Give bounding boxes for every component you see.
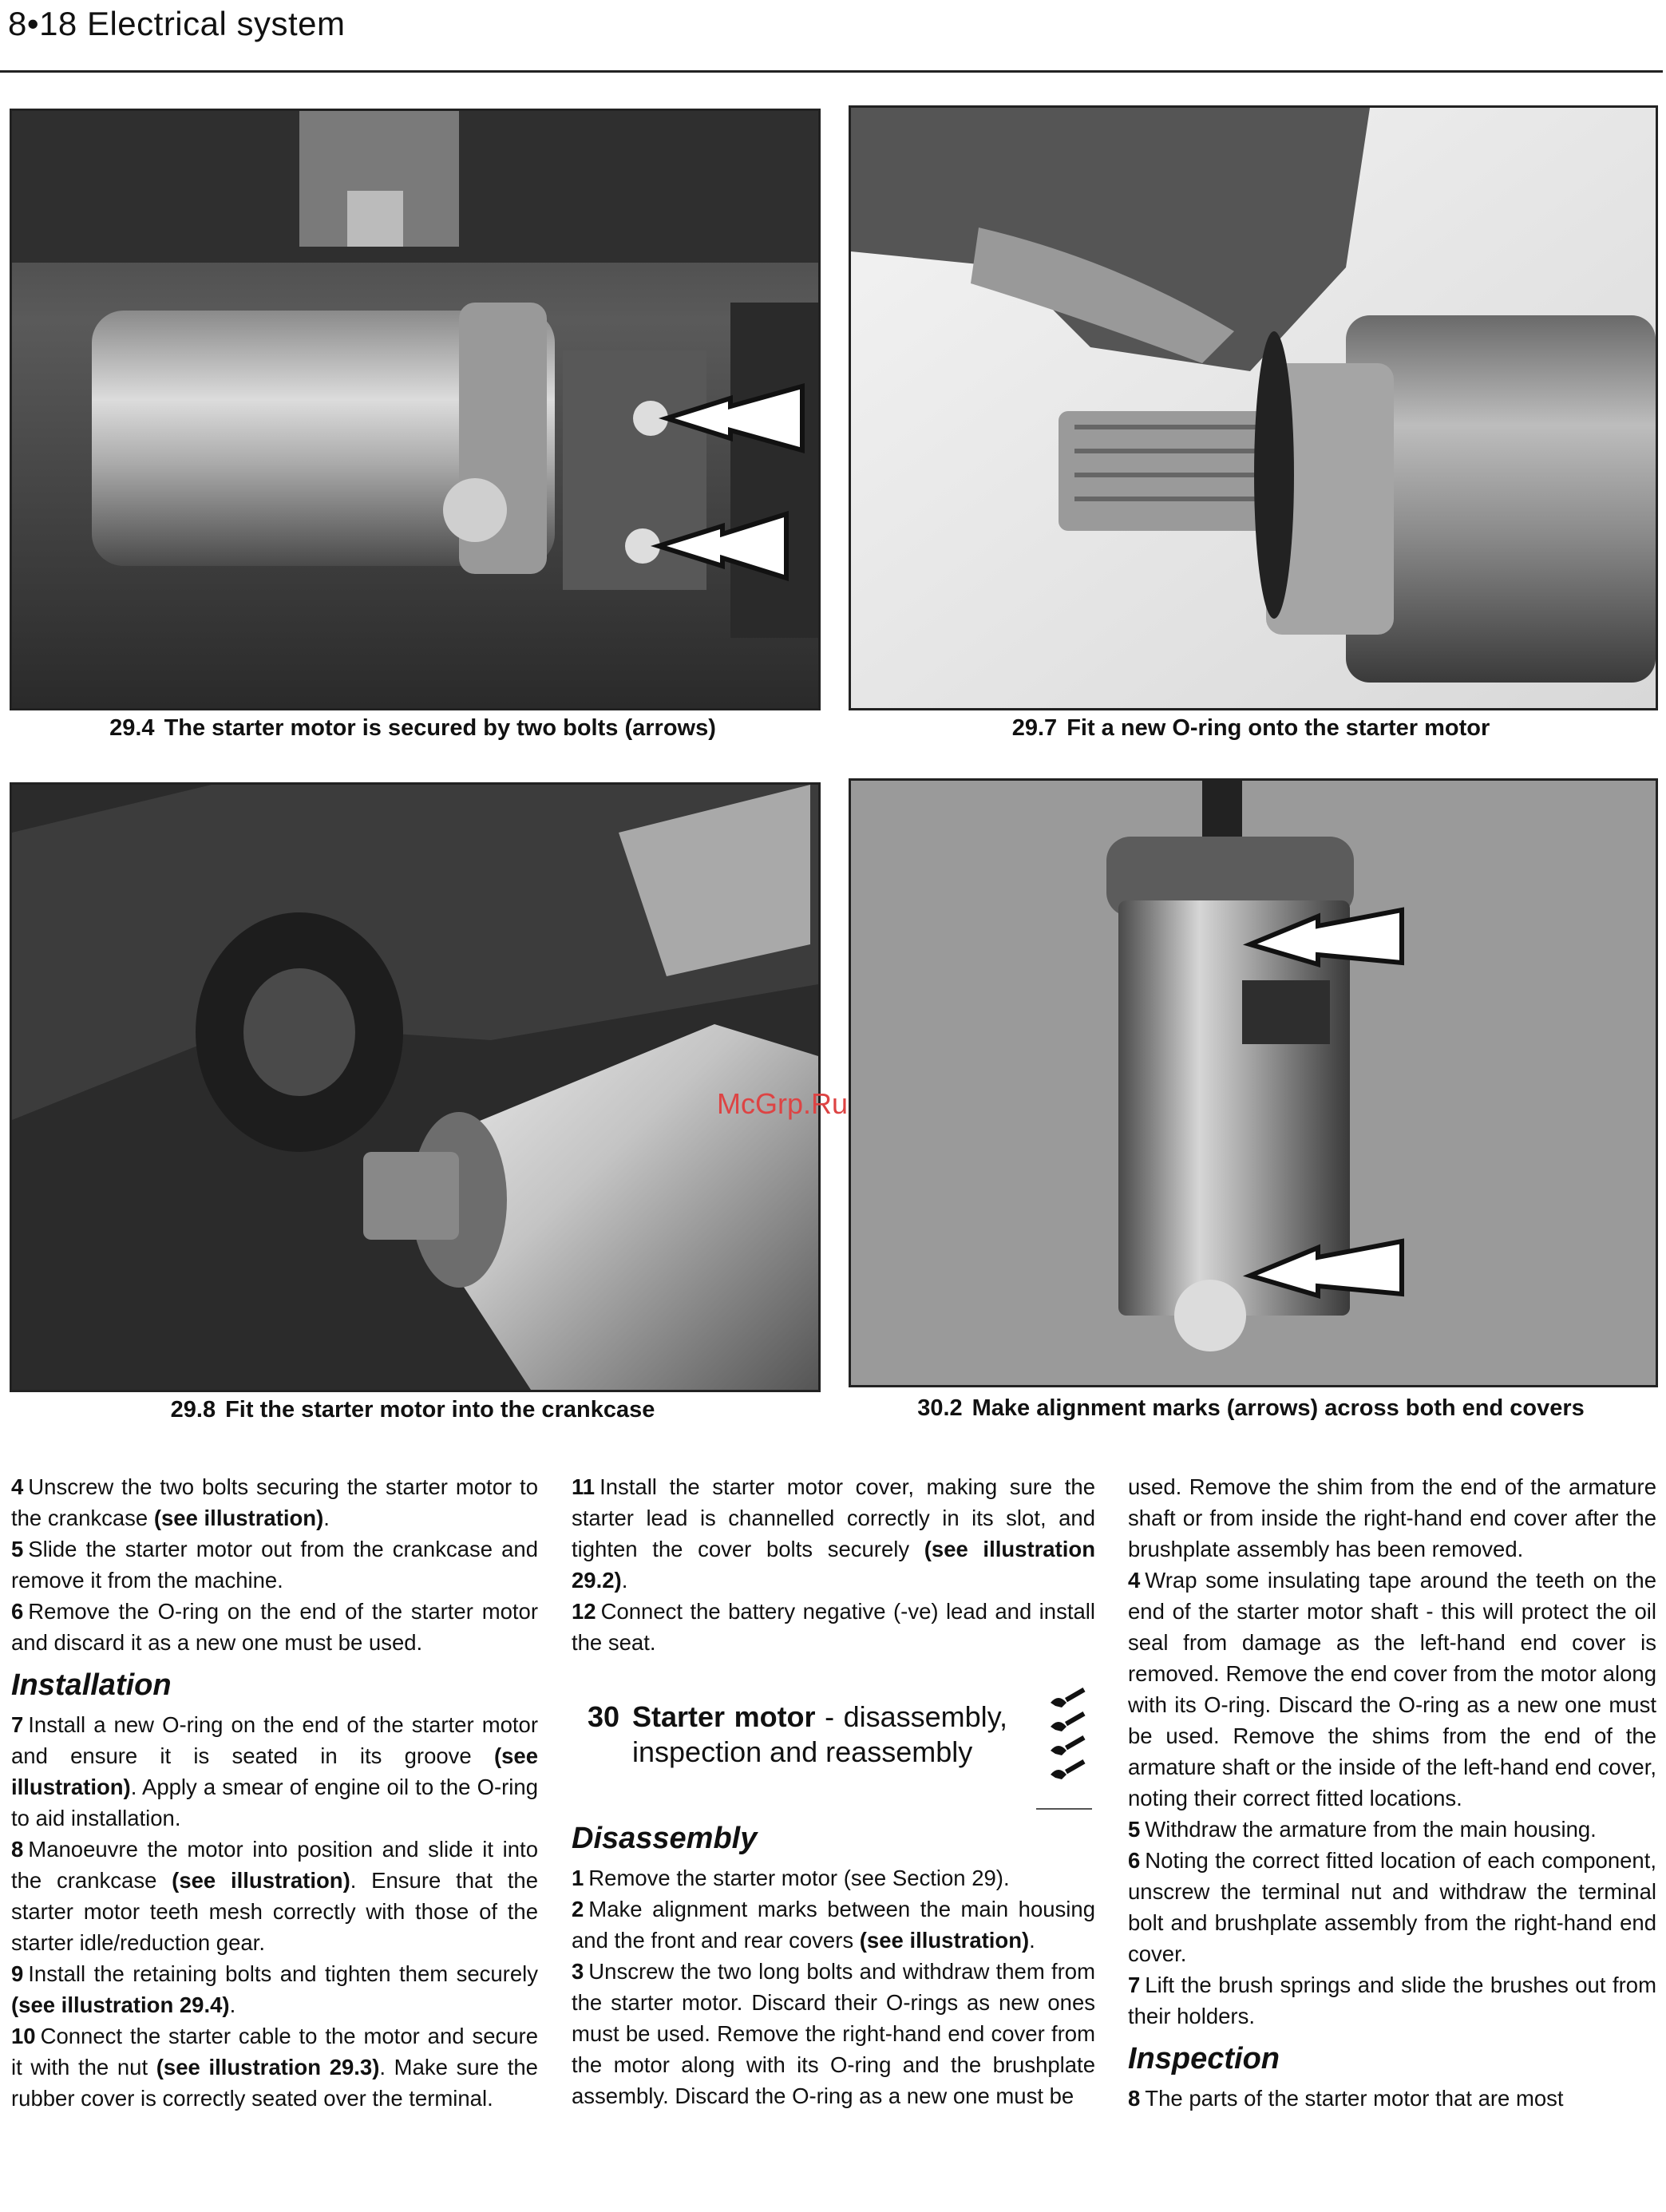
step-text-end: . (1029, 1928, 1035, 1953)
step-text: The parts of the starter motor that are most (1145, 2086, 1564, 2111)
step-number: 2 (572, 1897, 584, 1921)
step-number: 10 (11, 2024, 36, 2048)
section-heading: Disassembly (572, 1822, 758, 1855)
step-text: Lift the brush springs and slide the brushes out from their holders. (1128, 1973, 1656, 2028)
step-text-end: . (621, 1568, 628, 1593)
photo-30-2 (849, 778, 1658, 1387)
paragraph (11, 1709, 538, 1834)
section-title (572, 1700, 1095, 1770)
step-number: 8 (11, 1837, 24, 1862)
step-number: 9 (11, 1961, 24, 1986)
paragraph (11, 1596, 538, 1658)
section-title-rest: - disassembly, inspection and reassembly (632, 1700, 1007, 1768)
caption-29-7 (849, 715, 1653, 742)
photo-29-7 (849, 105, 1658, 710)
paragraph (572, 1862, 1095, 1893)
paragraph (11, 1958, 538, 2020)
page-header (0, 0, 1666, 77)
illustration-ref: (see illustration 29.4) (11, 1992, 230, 2017)
text-column-1 (11, 1471, 538, 2114)
caption-29-8 (10, 1397, 816, 1423)
step-text: Slide the starter motor out from the crankcase and remove it from the machine. (11, 1537, 538, 1593)
section-number: 30 (588, 1700, 620, 1733)
step-number: 8 (1128, 2086, 1141, 2111)
paragraph (11, 1533, 538, 1596)
page-title: 8•18 Electrical system (8, 5, 346, 42)
step-text-end: . Apply a smear of engine oil to the O-ring to aid installation. (11, 1775, 538, 1830)
step-text: Noting the correct fitted location of each component, unscrew the terminal nut and withdraw the terminal bolt and brushplate assembly from the right-hand end cover. (1128, 1848, 1656, 1966)
step-number: 7 (11, 1712, 24, 1737)
paragraph (572, 1893, 1095, 1956)
paragraph (1128, 1845, 1656, 1969)
step-text: Remove the O-ring on the end of the starter motor and discard it as a new one must be used. (11, 1599, 538, 1655)
paragraph (1128, 1814, 1656, 1845)
step-text-end: . Make sure the rubber cover is correctly seated over the terminal. (11, 2055, 538, 2111)
step-number: 5 (1128, 1817, 1141, 1842)
text-column-2 (572, 1471, 1095, 2111)
paragraph (572, 1956, 1095, 2111)
caption-30-2 (849, 1395, 1653, 1422)
step-text-end: . Ensure that the starter motor teeth mesh correctly with those of the starter idle/reduction gear. (11, 1868, 538, 1955)
caption-number: 29.4 (109, 715, 155, 741)
illustration-ref: (see illustration) (153, 1506, 324, 1530)
paragraph (1128, 2083, 1656, 2114)
step-number: 6 (1128, 1848, 1141, 1873)
paragraph (572, 1596, 1095, 1658)
paragraph (1128, 1969, 1656, 2032)
step-text: Wrap some insulating tape around the teeth on the end of the starter motor shaft - this will protect the oil seal from damage as the left-hand end cover is removed. Remove the end cover from the motor along with its O-ring. Discard the O-ring as a new one must be used. Remove the shims from the end of the armature shaft or the inside of the left-hand end cover, noting their correct fitted locations. (1128, 1568, 1656, 1810)
illustration-ref: (see illustration) (172, 1868, 350, 1893)
step-number: 6 (11, 1599, 24, 1624)
section-heading: Installation (11, 1668, 172, 1702)
caption-number: 30.2 (917, 1395, 963, 1421)
paragraph (11, 2020, 538, 2114)
step-number: 5 (11, 1537, 24, 1561)
photo-29-4 (10, 109, 821, 710)
step-number: 12 (572, 1599, 596, 1624)
paragraph (11, 1834, 538, 1958)
paragraph (1128, 1471, 1656, 1565)
step-text: Withdraw the armature from the main housing. (1145, 1817, 1597, 1842)
difficulty-spanner-icon (1043, 1687, 1090, 1806)
watermark: McGrp.Ru (717, 1087, 849, 1120)
header-rule (0, 70, 1663, 73)
paragraph (11, 1471, 538, 1533)
caption-text: The starter motor is secured by two bolts (arrows) (164, 715, 716, 741)
caption-29-4 (10, 715, 816, 742)
step-number: 11 (572, 1474, 596, 1499)
step-text: Manoeuvre the motor into position and slide it into the crankcase (11, 1837, 538, 1893)
illustration-ref: (see illustration) (11, 1743, 538, 1799)
paragraph (572, 1471, 1095, 1596)
step-number: 4 (11, 1474, 24, 1499)
step-text: Make alignment marks between the main housing and the front and rear covers (572, 1897, 1095, 1953)
illustration-ref: (see illustration) (859, 1928, 1030, 1953)
step-text-end: . (229, 1992, 236, 2017)
spanner-rule (1036, 1808, 1092, 1810)
section-title-bold: Starter motor (632, 1700, 816, 1733)
text-column-3 (1128, 1471, 1656, 2114)
step-text: Unscrew the two bolts securing the starter motor to the crankcase (11, 1474, 538, 1530)
step-number: 1 (572, 1866, 584, 1890)
step-text: used. Remove the shim from the end of the armature shaft or from inside the right-hand end cover after the brushplate assembly has been removed. (1128, 1474, 1656, 1561)
photo-29-8 (10, 782, 821, 1392)
step-text: Install a new O-ring on the end of the starter motor and ensure it is seated in its groove (11, 1712, 538, 1768)
caption-text: Fit a new O-ring onto the starter motor (1066, 715, 1490, 741)
paragraph (1128, 1565, 1656, 1814)
illustration-ref: (see illustration 29.2) (572, 1537, 1095, 1593)
caption-number: 29.8 (170, 1397, 216, 1423)
step-number: 7 (1128, 1973, 1141, 1997)
step-text: Remove the starter motor (see Section 29). (588, 1866, 1010, 1890)
step-text: Connect the battery negative (-ve) lead and install the seat. (572, 1599, 1095, 1655)
section-heading: Inspection (1128, 2042, 1280, 2075)
step-text: Install the starter motor cover, making sure the starter lead is channelled correctly in its slot, and tighten the cover bolts securely (572, 1474, 1095, 1561)
caption-number: 29.7 (1011, 715, 1058, 741)
caption-text: Make alignment marks (arrows) across both end covers (972, 1395, 1585, 1421)
step-text: Unscrew the two long bolts and withdraw them from the starter motor. Discard their O-rings as new ones must be used. Remove the right-hand end cover from the motor along with its O-ring and the brushplate assembly. Discard the O-ring as a new one must be (572, 1959, 1095, 2108)
step-text: Install the retaining bolts and tighten them securely (28, 1961, 538, 1986)
illustration-ref: (see illustration 29.3) (156, 2055, 380, 2079)
step-text-end: . (323, 1506, 330, 1530)
caption-text: Fit the starter motor into the crankcase (225, 1397, 655, 1423)
step-number: 4 (1128, 1568, 1141, 1593)
step-text: Connect the starter cable to the motor and secure it with the nut (11, 2024, 538, 2079)
step-number: 3 (572, 1959, 584, 1984)
